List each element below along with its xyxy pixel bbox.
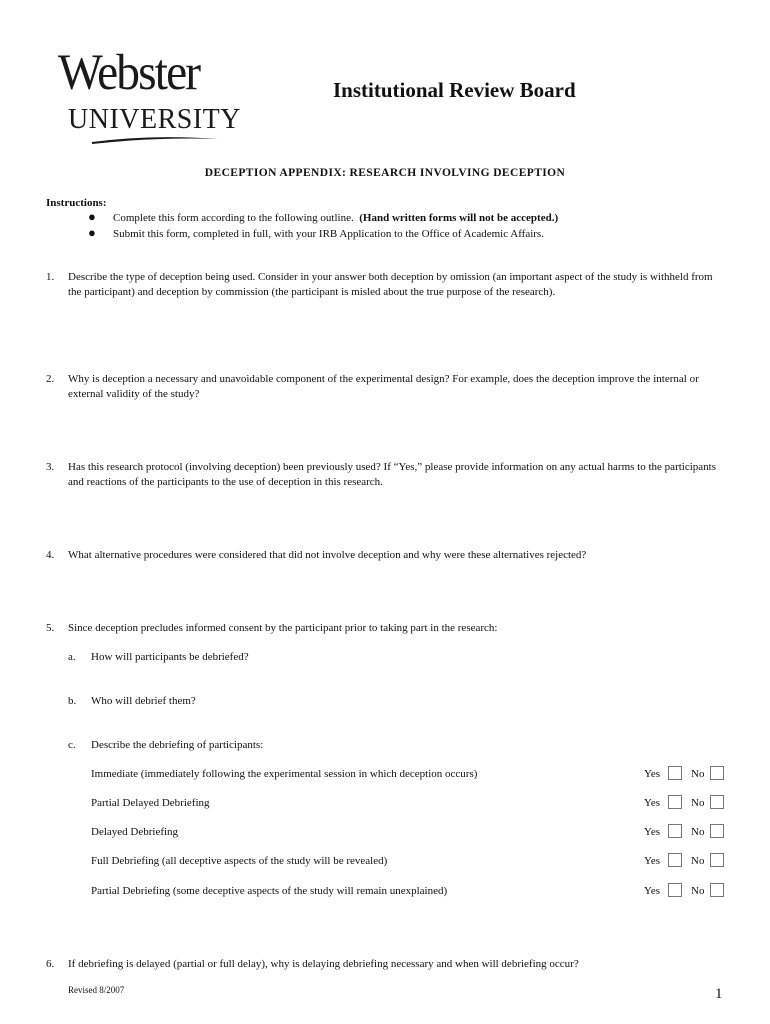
- instructions-label: Instructions:: [46, 197, 107, 209]
- question-6-number: 6.: [46, 958, 55, 970]
- page-number: 1: [715, 986, 723, 1002]
- sub-b-text: Who will debrief them?: [91, 695, 196, 707]
- yes-checkbox[interactable]: [668, 795, 682, 809]
- question-3-number: 3.: [46, 461, 55, 473]
- sub-a-text: How will participants be debriefed?: [91, 651, 249, 663]
- question-5-number: 5.: [46, 622, 55, 634]
- question-6-text: If debriefing is delayed (partial or full delay), why is delaying debriefing necessary and when will debriefing occur?: [68, 958, 579, 970]
- yes-label: Yes: [644, 826, 661, 838]
- sub-b-letter: b.: [68, 695, 77, 707]
- no-checkbox[interactable]: [710, 824, 724, 838]
- question-1-number: 1.: [46, 271, 55, 283]
- page-title: Institutional Review Board: [333, 78, 576, 102]
- yes-label: Yes: [644, 768, 661, 780]
- option-label: Delayed Debriefing: [91, 826, 179, 838]
- no-checkbox[interactable]: [710, 766, 724, 780]
- sub-c-text: Describe the debriefing of participants:: [91, 739, 264, 751]
- yes-label: Yes: [644, 885, 661, 897]
- instruction-1: [113, 211, 558, 226]
- question-4-text: What alternative procedures were considered that did not involve deception and why were these alternatives rejected?: [68, 549, 587, 561]
- yes-label: Yes: [644, 855, 661, 867]
- no-checkbox[interactable]: [710, 795, 724, 809]
- logo-swoosh-icon: [90, 133, 220, 145]
- question-2-text: Why is deception a necessary and unavoidable component of the experimental design? For example, does the deception improve the internal or external validity of the study?: [68, 373, 699, 400]
- yes-checkbox[interactable]: [668, 766, 682, 780]
- no-label: No: [691, 885, 705, 897]
- no-checkbox[interactable]: [710, 883, 724, 897]
- logo-university-text: UNIVERSITY: [68, 104, 241, 135]
- no-label: No: [691, 797, 705, 809]
- no-label: No: [691, 768, 705, 780]
- option-label: Partial Debriefing (some deceptive aspects of the study will remain unexplained): [91, 885, 448, 897]
- yes-checkbox[interactable]: [668, 883, 682, 897]
- no-label: No: [691, 855, 705, 867]
- question-4-number: 4.: [46, 549, 55, 561]
- instruction-1-text: Complete this form according to the following outline.: [113, 212, 354, 224]
- no-label: No: [691, 826, 705, 838]
- option-label: Partial Delayed Debriefing: [91, 797, 210, 809]
- option-label: Immediate (immediately following the experimental session in which deception occurs): [91, 768, 478, 780]
- question-5-text: Since deception precludes informed consent by the participant prior to taking part in the research:: [68, 622, 498, 634]
- bullet-icon: ●: [88, 209, 96, 224]
- bullet-icon: ●: [88, 225, 96, 240]
- logo-webster-text: Webster: [58, 45, 200, 101]
- yes-checkbox[interactable]: [668, 853, 682, 867]
- yes-checkbox[interactable]: [668, 824, 682, 838]
- form-heading: DECEPTION APPENDIX: RESEARCH INVOLVING DECEPTION: [204, 167, 566, 179]
- yes-label: Yes: [644, 797, 661, 809]
- question-3-text: Has this research protocol (involving deception) been previously used? If “Yes,” please provide information on any actual harms to the participants and reactions of the participants to the use of deception in this research.: [68, 461, 716, 488]
- revised-date: Revised 8/2007: [68, 985, 125, 995]
- instruction-2: Submit this form, completed in full, with your IRB Application to the Office of Academic Affairs.: [113, 228, 544, 240]
- no-checkbox[interactable]: [710, 853, 724, 867]
- question-1-text: Describe the type of deception being used. Consider in your answer both deception by omission (an important aspect of the study is withheld from the participant) and deception by commission (the participant is misled about the true purpose of the research).: [68, 271, 713, 298]
- sub-a-letter: a.: [68, 651, 76, 663]
- option-label: Full Debriefing (all deceptive aspects of the study will be revealed): [91, 855, 388, 867]
- sub-c-letter: c.: [68, 739, 76, 751]
- question-2-number: 2.: [46, 373, 55, 385]
- instruction-1-bold: (Hand written forms will not be accepted.): [359, 212, 559, 224]
